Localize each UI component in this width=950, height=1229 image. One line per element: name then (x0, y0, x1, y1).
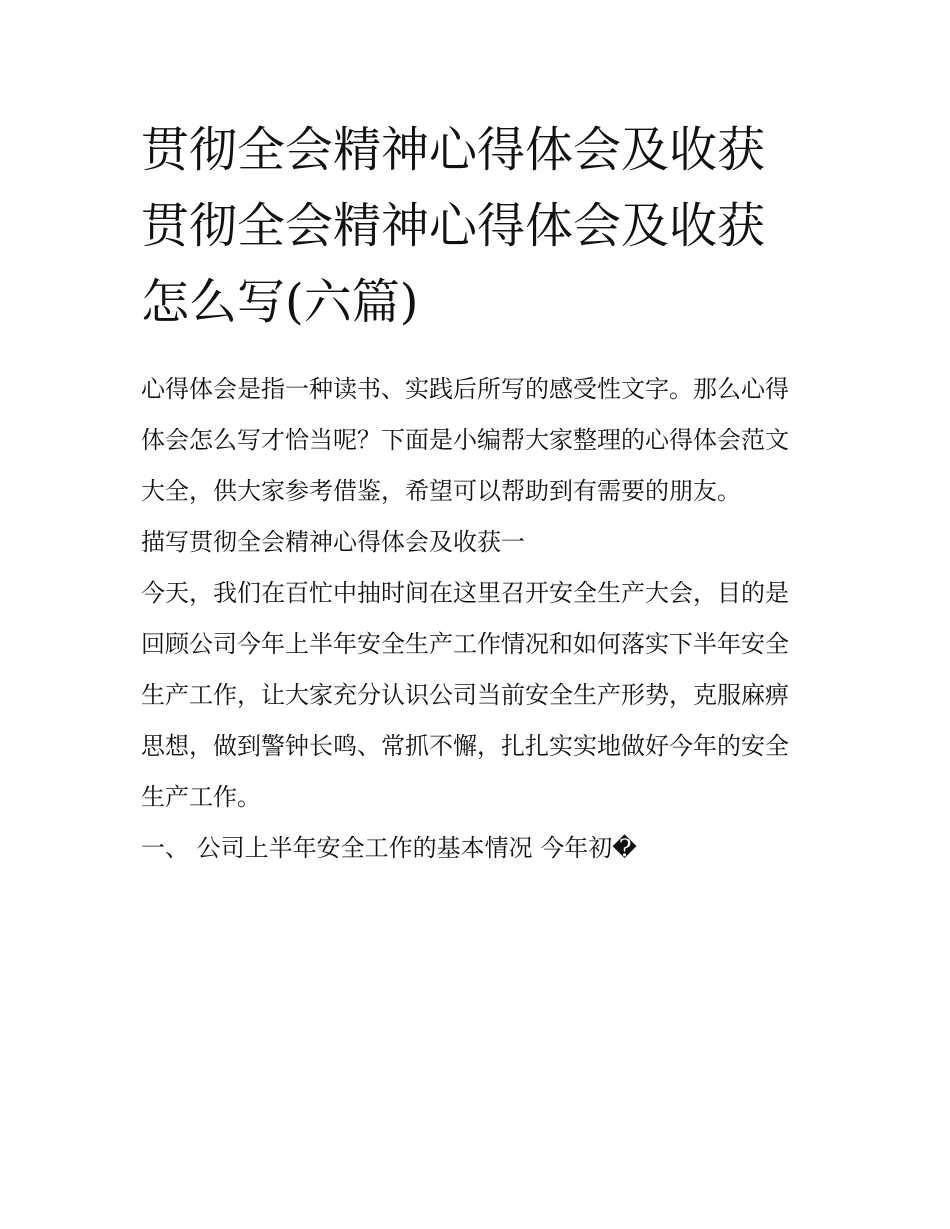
title-line-1: 贯彻全会精神心得体会及收获 (141, 122, 766, 178)
body-line-9: 生产工作。 (141, 783, 261, 811)
body-line-5: 今天，我们在百忙中抽时间在这里召开安全生产大会，目的是 (141, 579, 789, 607)
section-heading: 描写贯彻全会精神心得体会及收获一 (141, 528, 525, 556)
body-line-2: 体会怎么写才恰当呢？下面是小编帮大家整理的心得体会范文 (141, 426, 789, 454)
document-content (141, 112, 813, 874)
body-line-8: 思想，做到警钟长鸣、常抓不懈，扎扎实实地做好今年的安全 (141, 732, 789, 760)
title-line-2: 贯彻全会精神心得体会及收获 (141, 198, 766, 254)
body-line-1: 心得体会是指一种读书、实践后所写的感受性文字。那么心得 (141, 375, 789, 403)
subsection-heading: 一、 公司上半年安全工作的基本情况 今年初� (141, 834, 637, 862)
body-line-6: 回顾公司今年上半年安全生产工作情况和如何落实下半年安全 (141, 630, 789, 658)
body-line-3: 大全，供大家参考借鉴，希望可以帮助到有需要的朋友。 (141, 477, 741, 505)
title-line-3: 怎么写(六篇) (141, 274, 419, 330)
body-text (141, 364, 813, 874)
body-line-7: 生产工作，让大家充分认识公司当前安全生产形势，克服麻痹 (141, 681, 789, 709)
